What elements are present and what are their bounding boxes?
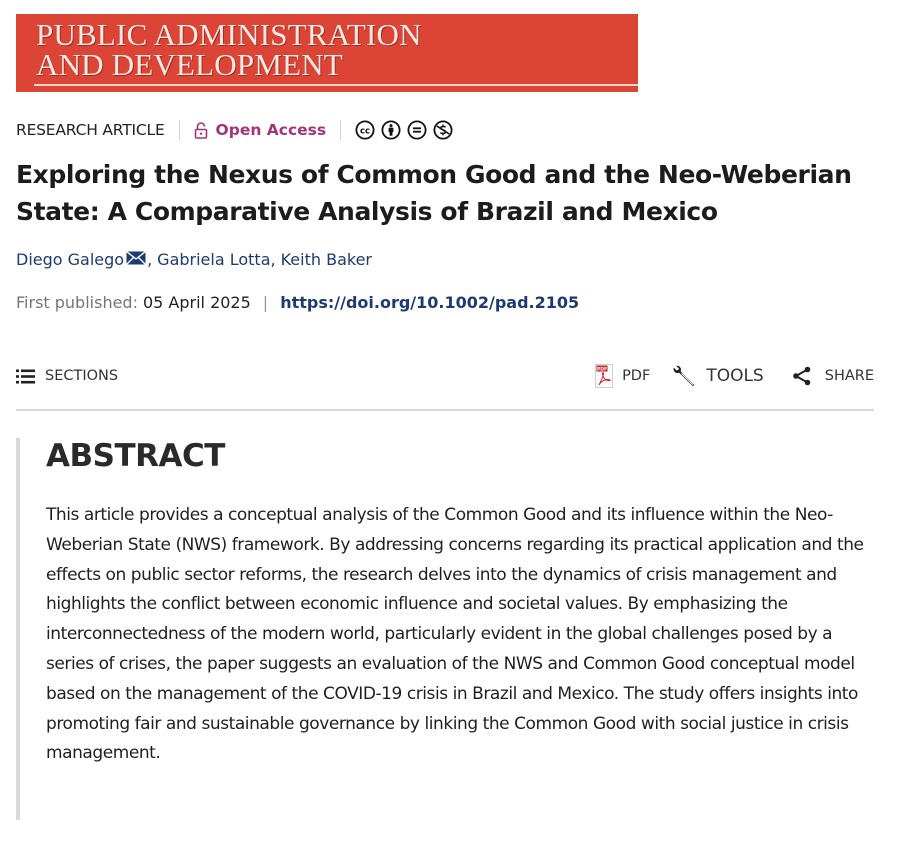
journal-name-line2: AND DEVELOPMENT xyxy=(36,47,343,82)
article-type: RESEARCH ARTICLE xyxy=(16,121,165,139)
cc-icon xyxy=(355,120,375,140)
share-button[interactable] xyxy=(792,366,874,386)
license-icons[interactable] xyxy=(355,120,453,140)
abstract-section xyxy=(16,438,878,820)
author-separator: , xyxy=(147,250,153,269)
open-access-label: Open Access xyxy=(215,121,327,139)
pdf-file-icon xyxy=(595,364,613,388)
pdf-label: PDF xyxy=(622,368,651,384)
author-separator: , xyxy=(270,250,276,269)
meta-separator xyxy=(340,120,341,140)
email-envelope-icon[interactable] xyxy=(126,250,146,269)
publication-info xyxy=(16,293,579,312)
open-access-badge xyxy=(194,121,327,139)
open-lock-icon xyxy=(194,122,208,139)
author-link[interactable]: Gabriela Lotta xyxy=(157,250,271,269)
journal-banner[interactable] xyxy=(16,14,638,92)
abstract-heading: ABSTRACT xyxy=(46,438,225,474)
nd-no-derivatives-icon xyxy=(407,120,427,140)
author-list xyxy=(16,250,372,269)
svg-text:PDF: PDF xyxy=(597,367,608,373)
banner-stripe xyxy=(34,84,638,86)
pdf-button[interactable] xyxy=(595,364,650,388)
sections-button[interactable] xyxy=(16,368,118,384)
tools-button[interactable] xyxy=(672,364,763,388)
doi-link[interactable]: https://doi.org/10.1002/pad.2105 xyxy=(280,293,580,312)
first-published-date: 05 April 2025 xyxy=(142,293,251,312)
wrench-icon xyxy=(672,364,696,388)
journal-name-line1: PUBLIC ADMINISTRATION xyxy=(36,17,422,52)
list-icon xyxy=(16,369,35,384)
nc-non-commercial-icon xyxy=(433,120,453,140)
article-title: Exploring the Nexus of Common Good and the Neo-Weberian State: A Comparative Analysis of Brazil and Mexico xyxy=(16,160,852,226)
share-label: SHARE xyxy=(824,368,874,384)
abstract-text: This article provides a conceptual analysis of the Common Good and its influence within the Neo-Weberian State (NWS) framework. By addressing concerns regarding its practical application and the effects on public sector reforms, the research delves into the dynamics of crisis management and highlights the conflict between economic influence and societal values. By emphasizing the interconnectedness of the modern world, particularly evident in the global challenges posed by a series of crises, the paper suggests an evaluation of the NWS and Common Good conceptual model based on the management of the COVID-19 crisis in Brazil and Mexico. The study offers insights into promoting fair and sustainable governance by linking the Common Good with social justice in crisis management. xyxy=(46,505,864,764)
tools-label: TOOLS xyxy=(706,366,764,386)
svg-text:cc: cc xyxy=(360,126,371,137)
article-meta-row xyxy=(16,119,453,141)
article-toolbar xyxy=(16,362,874,390)
toolbar-divider xyxy=(16,409,874,411)
by-attribution-icon xyxy=(381,120,401,140)
author-link[interactable]: Diego Galego xyxy=(16,250,125,269)
meta-separator xyxy=(179,120,180,140)
sections-label: SECTIONS xyxy=(45,368,119,384)
author-link[interactable]: Keith Baker xyxy=(280,250,372,269)
share-icon xyxy=(792,366,812,386)
first-published-label: First published: xyxy=(16,293,138,312)
pipe-separator: | xyxy=(262,293,269,312)
